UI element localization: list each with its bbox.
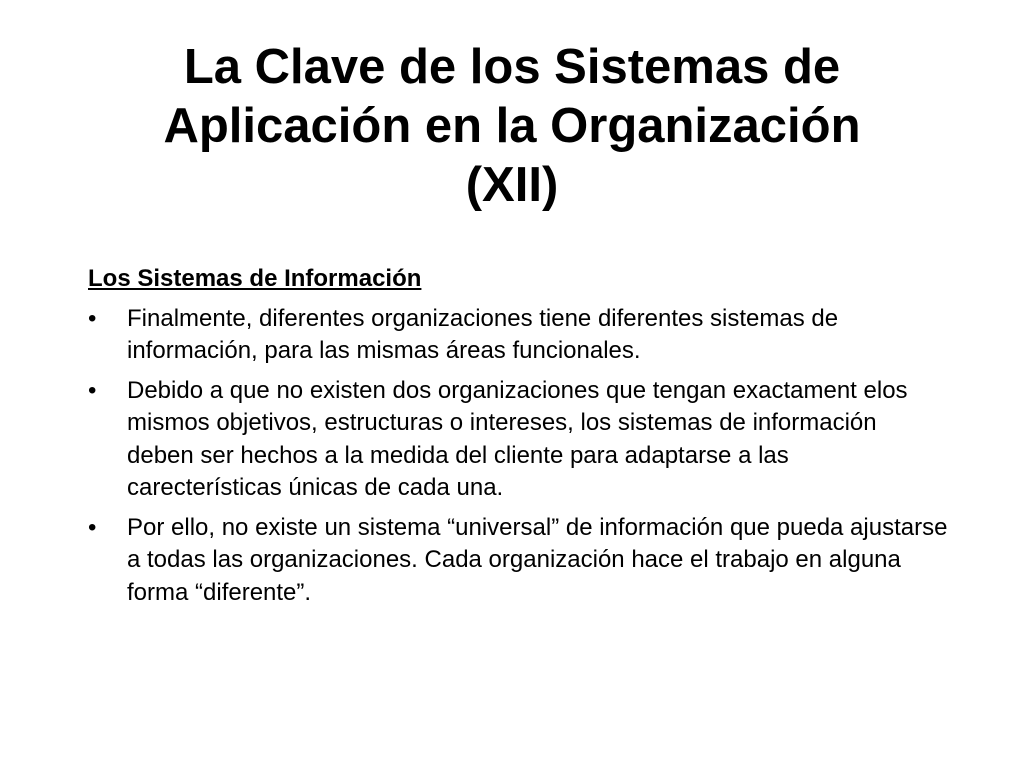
- bullet-text: Finalmente, diferentes organizaciones tiene diferentes sistemas de información, para las mismas áreas funcionales.: [127, 304, 839, 364]
- bullet-icon: •: [88, 304, 97, 332]
- bullet-icon: •: [88, 513, 97, 541]
- slide-title: [60, 38, 964, 215]
- bullet-icon: •: [88, 376, 97, 404]
- bullet-item: [88, 303, 948, 368]
- bullet-item: [88, 512, 948, 610]
- slide-title-line: (XII): [465, 158, 559, 212]
- slide-body: [88, 263, 948, 616]
- bullet-list: [88, 303, 948, 610]
- bullet-item: [88, 375, 948, 505]
- slide-title-line: La Clave de los Sistemas de: [183, 40, 841, 94]
- section-subheading: Los Sistemas de Información: [88, 265, 422, 292]
- bullet-text: Por ello, no existe un sistema “universal” de información que pueda ajustarse a todas las organizaciones. Cada organización hace el trabajo en alguna forma “diferente”.: [127, 513, 948, 606]
- bullet-text: Debido a que no existen dos organizaciones que tengan exactament elos mismos objetivos, estructuras o intereses, los sistemas de información deben ser hechos a la medida del cliente para adaptarse a las carecterísticas únicas de cada una.: [127, 376, 908, 501]
- slide-title-line: Aplicación en la Organización: [163, 99, 861, 153]
